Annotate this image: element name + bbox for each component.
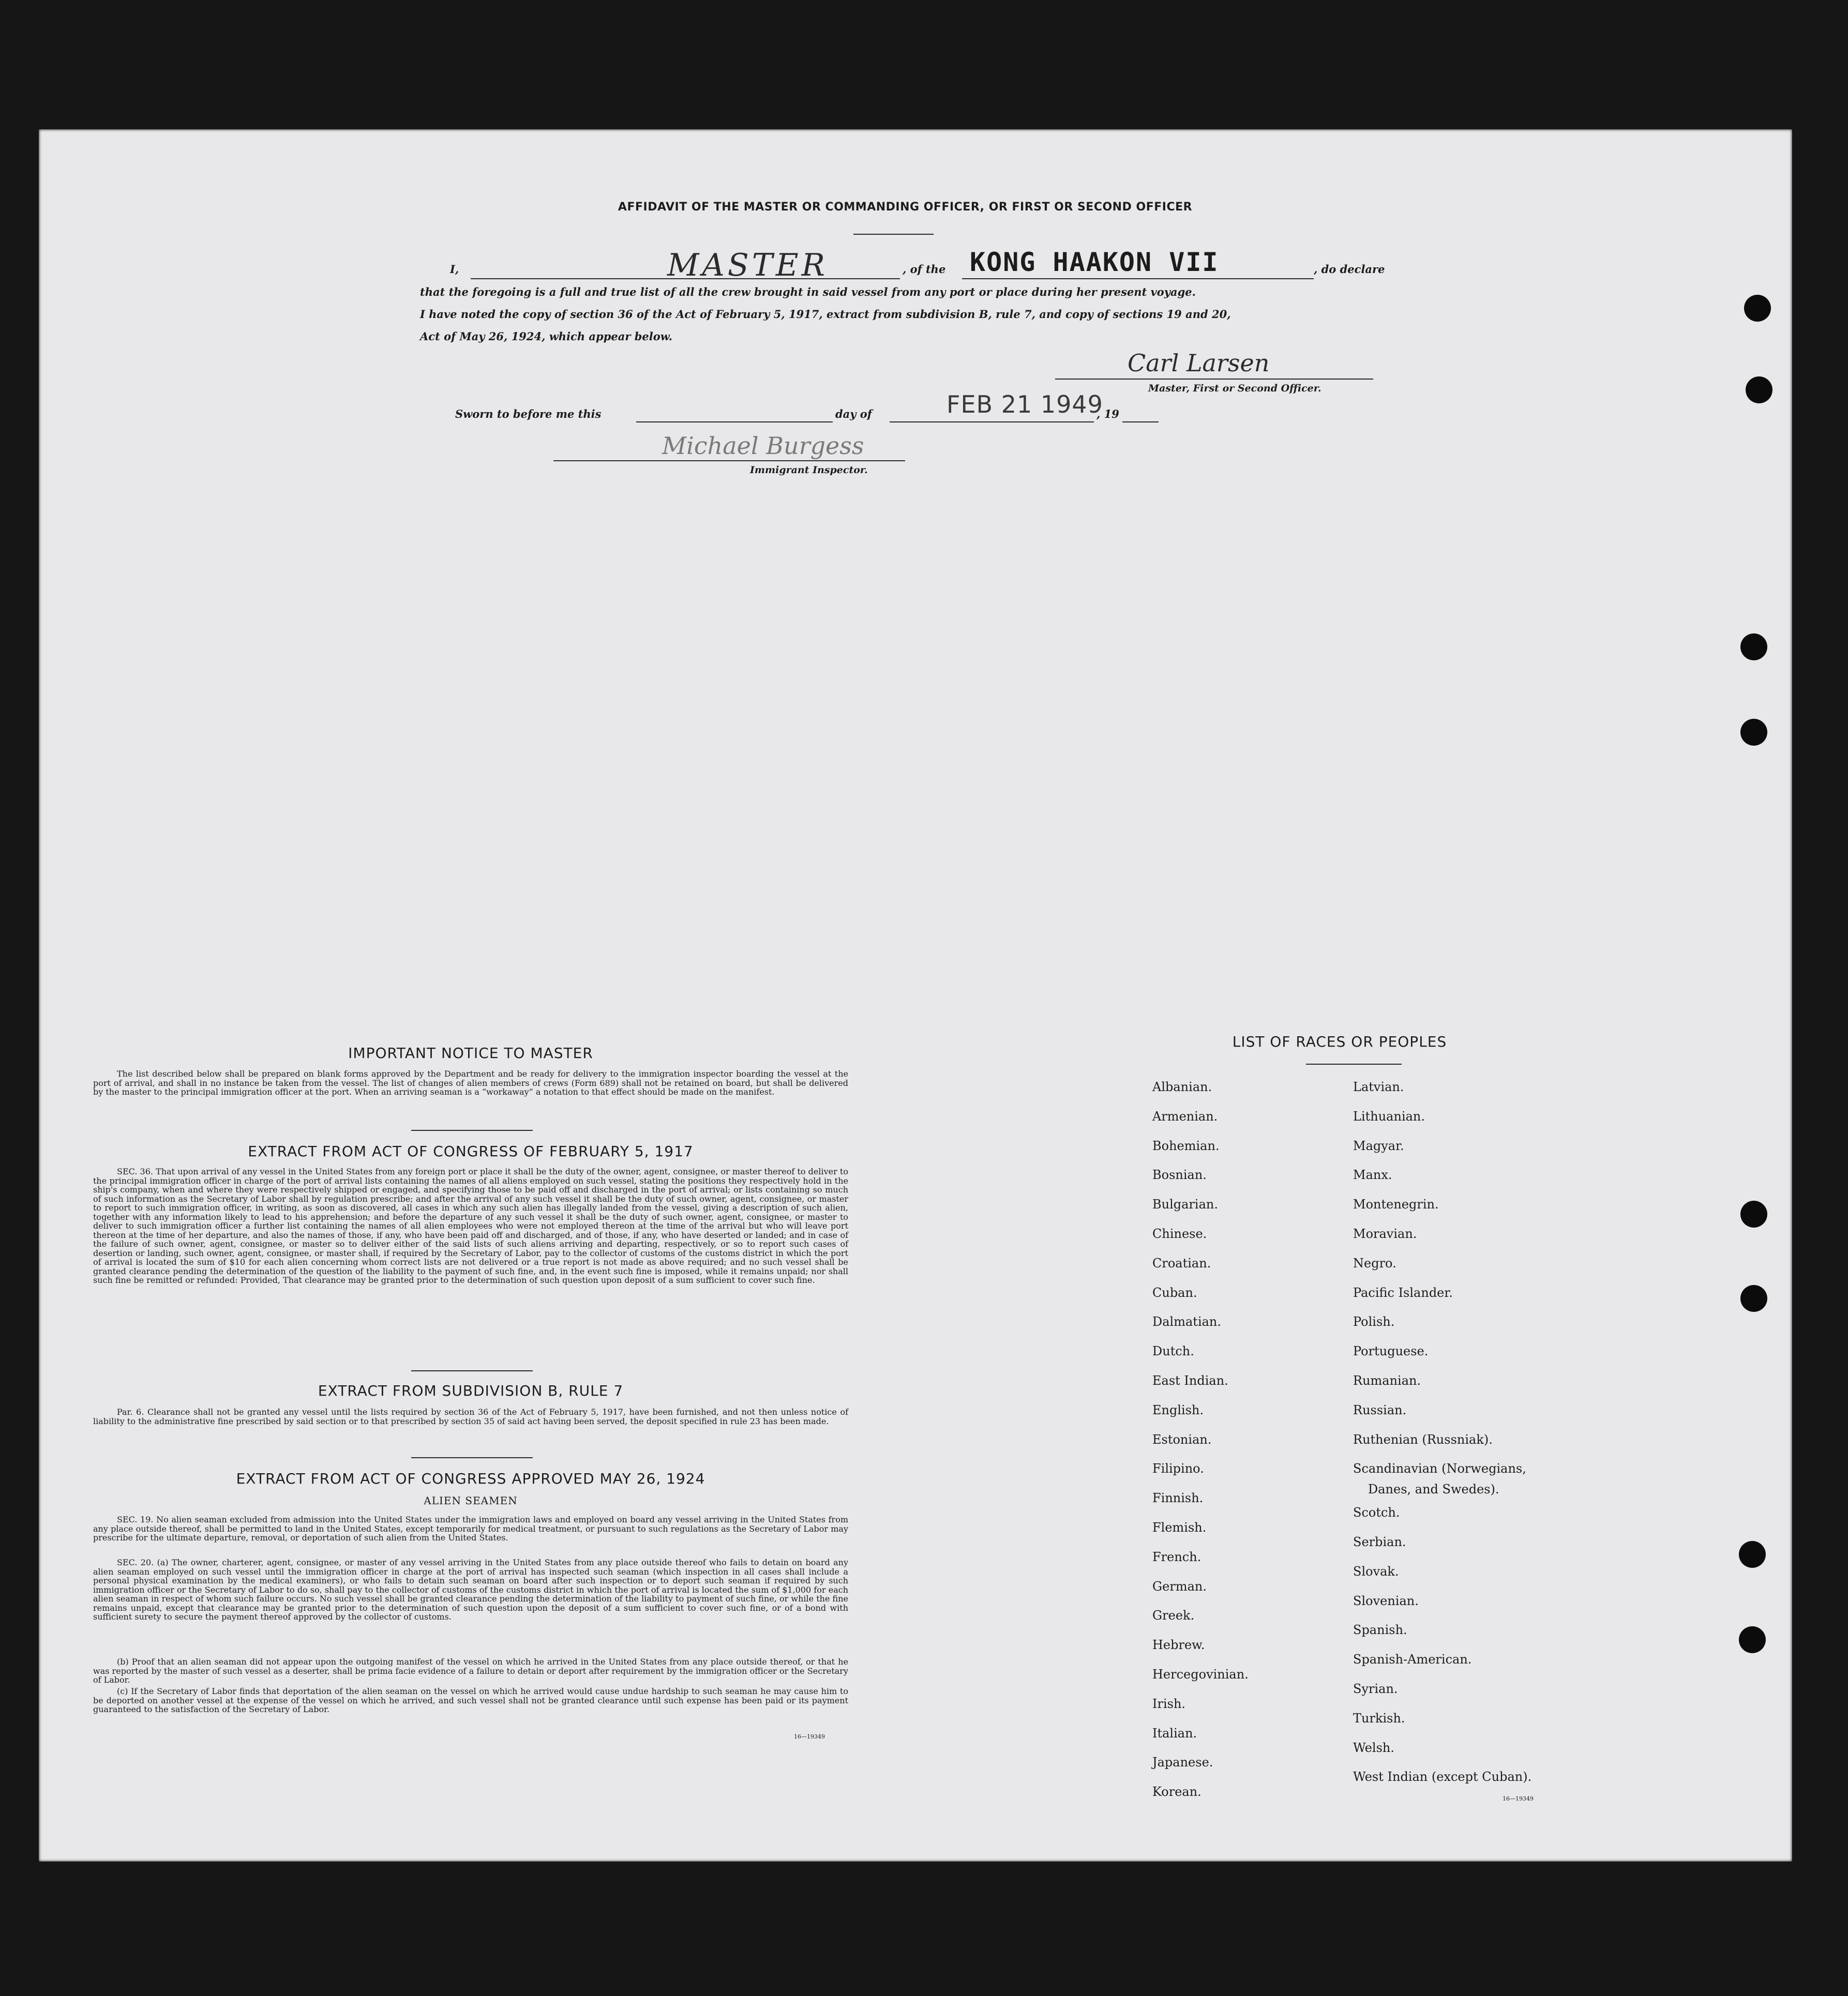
signature-caption: Master, First or Second Officer. bbox=[1148, 383, 1321, 394]
divider-1 bbox=[411, 1130, 533, 1131]
race-item: Moravian. bbox=[1353, 1227, 1417, 1241]
race-item: Negro. bbox=[1353, 1256, 1396, 1271]
notice-title: IMPORTANT NOTICE TO MASTER bbox=[348, 1045, 593, 1062]
inspector-line bbox=[553, 460, 905, 461]
race-item: Russian. bbox=[1353, 1402, 1407, 1417]
races-divider bbox=[1306, 1064, 1402, 1065]
race-item: Hercegovinian. bbox=[1152, 1667, 1249, 1682]
punch-hole-1 bbox=[1744, 295, 1771, 322]
race-item: Ruthenian (Russniak). bbox=[1353, 1432, 1493, 1447]
race-item: West Indian (except Cuban). bbox=[1353, 1770, 1532, 1785]
race-item: Syrian. bbox=[1353, 1682, 1398, 1696]
divider-2 bbox=[411, 1370, 533, 1371]
sworn-day-line bbox=[636, 421, 833, 422]
punch-hole-5 bbox=[1740, 1201, 1767, 1228]
extract1-text: SEC. 36. That upon arrival of any vessel in the United States from any foreign port or place it shall be the duty of the owner, agent, consignee, or master thereof to deliver to the principal immigration officer in charge of the port of arrival lists containing the names of all aliens employed on such vessel, stating the positions they respectively hold in the ship's company, when and where they were respectively shipped or engaged, and specifying those to be paid off and discharged in the port of arrival; or lists containing so much of such information as the Secretary of Labor shall by regulation prescribe; and after the arrival of any such vessel it shall be the duty of such owner, agent, consignee, or master to report to such immigration officer, in writing, as soon as discovered, all cases in which any such alien has illegally landed from the vessel, giving a description of such alien, together with any information likely to lead to his apprehension; and before the departure of any such vessel it shall be the duty of such owner, agent, consignee, or master to deliver to such immigration officer a further list containing the names of all alien employees who were not employed thereon at the time of the arrival but who will leave port thereon at the time of her departure, and also the names of those, if any, who have been paid off and discharged, and of those, if any, who have deserted or landed; and in case of the failure of such owner, agent, consignee, or master so to deliver either of the said lists of such aliens arriving and departing, respectively, or so to report such cases of desertion or landing, such owner, agent, consignee, or master shall, if required by the Secretary of Labor, pay to the collector of customs of the customs district in which the port of arrival is located the sum of $10 for each alien concerning whom correct lists are not delivered or a true report is not made as above required; and no such vessel shall be granted clearance pending the determination of the question of the liability to the payment of such fine, and, in the event such fine is imposed, while it remains unpaid; nor shall such fine be remitted or refunded: Provided, That clearance may be granted prior to the determination of such question upon deposit of a sum sufficient to cover such fine. bbox=[93, 1167, 848, 1285]
vessel-value[interactable]: KONG HAAKON VII bbox=[970, 247, 1219, 277]
master-signature: Carl Larsen bbox=[1128, 349, 1270, 377]
race-item: Italian. bbox=[1152, 1726, 1197, 1741]
race-item: Dutch. bbox=[1152, 1344, 1194, 1359]
affidavit-line-4: Act of May 26, 1924, which appear below. bbox=[420, 330, 673, 343]
form-code-left: 16—19349 bbox=[794, 1733, 825, 1740]
race-item: Filipino. bbox=[1152, 1461, 1204, 1476]
i-label: I, bbox=[450, 263, 459, 276]
punch-hole-3 bbox=[1740, 633, 1767, 660]
punch-hole-7 bbox=[1739, 1541, 1766, 1568]
notice-text: The list described below shall be prepared on blank forms approved by the Department and be ready for delivery to the immigration inspector boarding the vessel at the port of arrival, and shall in no instance be taken from the vessel. The list of changes of alien members of crews (Form 689) shall not be retained on board, but shall be delivered by the master to the principal immigration officer at the port. When an arriving seaman is a “workaway” a notation to that effect should be made on the manifest. bbox=[93, 1069, 848, 1097]
race-item: Greek. bbox=[1152, 1608, 1195, 1623]
races-title: LIST OF RACES OR PEOPLES bbox=[1232, 1033, 1447, 1050]
sworn-month-line bbox=[890, 421, 1094, 422]
race-scandinavian-cont: Danes, and Swedes). bbox=[1368, 1482, 1499, 1496]
race-item: Chinese. bbox=[1152, 1227, 1207, 1241]
race-item: Serbian. bbox=[1353, 1535, 1406, 1549]
race-item: Scandinavian (Norwegians, bbox=[1353, 1461, 1526, 1476]
race-item: Portuguese. bbox=[1353, 1344, 1429, 1359]
race-item: Scotch. bbox=[1353, 1505, 1400, 1520]
punch-hole-8 bbox=[1739, 1626, 1766, 1653]
form-code-right: 16—19349 bbox=[1503, 1795, 1534, 1802]
affidavit-line-3: I have noted the copy of section 36 of the Act of February 5, 1917, extract from subdivision B, rule 7, and copy of sections 19 and 20, bbox=[420, 308, 1231, 321]
race-item: East Indian. bbox=[1152, 1373, 1228, 1388]
extract1-title: EXTRACT FROM ACT OF CONGRESS OF FEBRUARY 5, 1917 bbox=[248, 1143, 694, 1160]
race-item: Spanish-American. bbox=[1353, 1652, 1472, 1667]
extract3-p3: (b) Proof that an alien seaman did not appear upon the outgoing manifest of the vessel on which he arrived in the United States from any place outside thereof, or that he was reported by the master of such vessel as a deserter, shall be prima facie evidence of a failure to detain or deport after requirement by the immigration officer or the Secretary of Labor. bbox=[93, 1657, 848, 1685]
race-item: Rumanian. bbox=[1353, 1373, 1421, 1388]
extract3-subtitle: ALIEN SEAMEN bbox=[424, 1494, 518, 1507]
race-item: Finnish. bbox=[1152, 1491, 1204, 1506]
date-stamp: FEB 21 1949 bbox=[946, 390, 1103, 418]
race-item: Flemish. bbox=[1152, 1520, 1207, 1535]
divider-3 bbox=[411, 1457, 533, 1458]
race-item: Bulgarian. bbox=[1152, 1197, 1218, 1212]
race-item: Slovenian. bbox=[1353, 1593, 1419, 1608]
day-of-label: day of bbox=[835, 407, 872, 420]
race-item: Welsh. bbox=[1353, 1740, 1394, 1755]
race-item: Irish. bbox=[1152, 1696, 1186, 1711]
race-item: Albanian. bbox=[1152, 1080, 1212, 1094]
race-item: Dalmatian. bbox=[1152, 1314, 1222, 1329]
punch-hole-2 bbox=[1746, 376, 1772, 403]
of-the-label: , of the bbox=[903, 263, 946, 276]
punch-hole-6 bbox=[1740, 1285, 1767, 1312]
race-item: Korean. bbox=[1152, 1785, 1201, 1800]
extract3-p4: (c) If the Secretary of Labor finds that deportation of the alien seaman on the vessel on which he arrived would cause undue hardship to such seaman he may cause him to be deported on another vessel at the expense of the vessel on which he arrived, and such vessel shall not be granted clearance until such expense has been paid or its payment guaranteed to the satisfaction of the Secretary of Labor. bbox=[93, 1686, 848, 1714]
affidavit-line-2: that the foregoing is a full and true list of all the crew brought in said vessel from any port or place during her present voyage. bbox=[420, 285, 1196, 298]
sworn-label: Sworn to before me this bbox=[455, 407, 602, 420]
punch-hole-4 bbox=[1740, 719, 1767, 746]
year-line bbox=[1122, 421, 1159, 422]
extract3-p1: SEC. 19. No alien seaman excluded from admission into the United States under the immigration laws and employed on board any vessel arriving in the United States from any place outside thereof, shall be permitted to land in the United States, except temporarily for medical treatment, or pursuant to such regulations as the Secretary of Labor may prescribe for the ultimate departure, removal, or deportation of such alien from the United States. bbox=[93, 1515, 848, 1543]
race-item: German. bbox=[1152, 1579, 1207, 1594]
race-item: Estonian. bbox=[1152, 1432, 1212, 1447]
race-item: Manx. bbox=[1353, 1168, 1392, 1183]
extract3-p2: SEC. 20. (a) The owner, charterer, agent, consignee, or master of any vessel arriving in the United States from any place outside thereof who fails to detain on board any alien seaman employed on such vessel until the immigration officer in charge at the port of arrival has inspected such seaman (which inspection in all cases shall include a personal physical examination by the medical examiners), or who fails to detain such seaman on board after such inspection or to deport such seaman if required by such immigration officer or the Secretary of Labor to do so, shall pay to the collector of customs of the customs district in which the port of arrival is located the sum of $1,000 for each alien seaman in respect of whom such failure occurs. No such vessel shall be granted clearance pending the determination of the liability to payment of such fine, or while the fine remains unpaid, except that clearance may be granted prior to the determination of such question upon the deposit of a sum sufficient to cover such fine, or of a bond with sufficient surety to secure the payment thereof approved by the collector of customs. bbox=[93, 1558, 848, 1622]
race-item: Cuban. bbox=[1152, 1285, 1197, 1300]
race-item: Magyar. bbox=[1353, 1138, 1404, 1153]
inspector-caption: Immigrant Inspector. bbox=[750, 464, 868, 476]
race-item: Polish. bbox=[1353, 1314, 1395, 1329]
year-suffix: , 19 bbox=[1096, 407, 1119, 420]
race-item: Bosnian. bbox=[1152, 1168, 1207, 1183]
race-item: Croatian. bbox=[1152, 1256, 1211, 1271]
race-item: Lithuanian. bbox=[1353, 1109, 1425, 1124]
extract2-text: Par. 6. Clearance shall not be granted any vessel until the lists required by section 36 of the Act of February 5, 1917, have been furnished, and not then unless notice of liability to the administrative fine prescribed by said section or to that prescribed by section 35 of said act having been served, the deposit specified in rule 23 has been made. bbox=[93, 1407, 848, 1426]
race-item: Hebrew. bbox=[1152, 1638, 1205, 1653]
race-item: Pacific Islander. bbox=[1353, 1285, 1453, 1300]
race-item: English. bbox=[1152, 1402, 1204, 1417]
race-item: Slovak. bbox=[1353, 1564, 1399, 1579]
affidavit-title: AFFIDAVIT OF THE MASTER OR COMMANDING OFFICER, OR FIRST OR SECOND OFFICER bbox=[618, 201, 1193, 214]
extract3-title: EXTRACT FROM ACT OF CONGRESS APPROVED MAY 26, 1924 bbox=[236, 1470, 705, 1487]
race-item: Montenegrin. bbox=[1353, 1197, 1439, 1212]
race-item: Japanese. bbox=[1152, 1755, 1213, 1770]
race-item: Spanish. bbox=[1353, 1623, 1407, 1638]
race-item: Bohemian. bbox=[1152, 1138, 1220, 1153]
declare-tail: , do declare bbox=[1314, 263, 1385, 276]
race-item: Turkish. bbox=[1353, 1711, 1405, 1726]
inspector-signature: Michael Burgess bbox=[662, 432, 864, 460]
master-value[interactable]: MASTER bbox=[667, 247, 828, 283]
race-item: Latvian. bbox=[1353, 1080, 1404, 1094]
signature-line bbox=[1055, 379, 1373, 380]
race-item: Armenian. bbox=[1152, 1109, 1218, 1124]
title-divider bbox=[853, 234, 934, 235]
race-item: French. bbox=[1152, 1549, 1201, 1564]
extract2-title: EXTRACT FROM SUBDIVISION B, RULE 7 bbox=[318, 1382, 624, 1399]
vessel-field-line bbox=[962, 278, 1314, 279]
